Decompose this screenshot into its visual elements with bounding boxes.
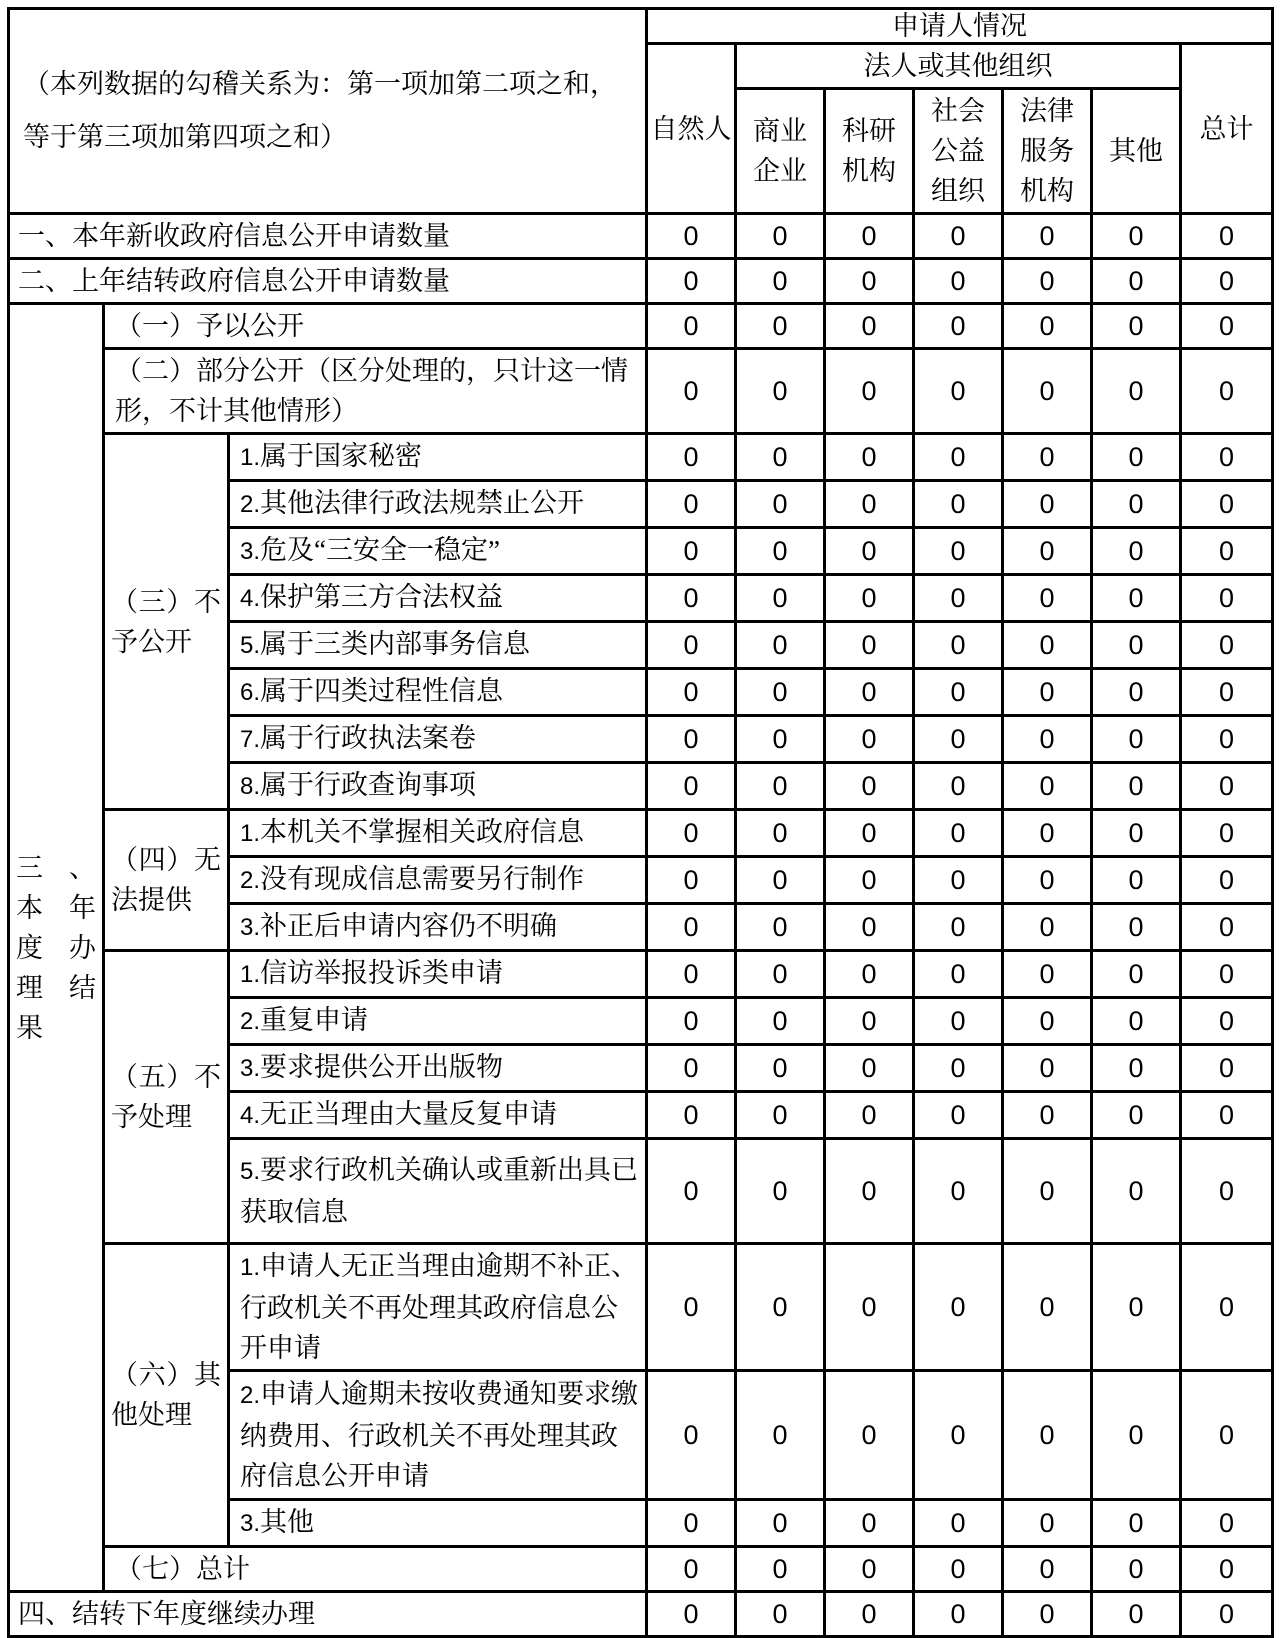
value-cell: 0 xyxy=(1003,214,1092,259)
value-cell: 0 xyxy=(736,904,825,951)
value-cell: 0 xyxy=(825,434,914,481)
row-label-section: 三、本年度办理结果 xyxy=(9,304,104,1592)
value-cell: 0 xyxy=(647,763,736,810)
value-cell: 0 xyxy=(1181,1547,1273,1592)
value-cell: 0 xyxy=(1003,1045,1092,1092)
value-cell: 0 xyxy=(1181,1500,1273,1547)
value-cell: 0 xyxy=(1092,259,1181,304)
value-cell: 0 xyxy=(736,481,825,528)
value-cell: 0 xyxy=(1181,1139,1273,1244)
value-cell: 0 xyxy=(1003,481,1092,528)
value-cell: 0 xyxy=(1181,259,1273,304)
value-cell: 0 xyxy=(1181,1244,1273,1371)
value-cell: 0 xyxy=(825,951,914,998)
value-cell: 0 xyxy=(914,857,1003,904)
value-cell: 0 xyxy=(1092,528,1181,575)
value-cell: 0 xyxy=(647,1371,736,1500)
value-cell: 0 xyxy=(1092,304,1181,349)
value-cell: 0 xyxy=(914,622,1003,669)
value-cell: 0 xyxy=(736,1092,825,1139)
table-row xyxy=(9,434,1273,481)
item-number: 2. xyxy=(240,867,261,894)
value-cell: 0 xyxy=(1003,259,1092,304)
item-number: 4. xyxy=(240,585,261,612)
value-cell: 0 xyxy=(1092,622,1181,669)
value-cell: 0 xyxy=(1003,1371,1092,1500)
value-cell: 0 xyxy=(1181,434,1273,481)
value-cell: 0 xyxy=(1092,1547,1181,1592)
value-cell: 0 xyxy=(647,998,736,1045)
value-cell: 0 xyxy=(1181,528,1273,575)
value-cell: 0 xyxy=(1092,349,1181,434)
value-cell: 0 xyxy=(1092,716,1181,763)
value-cell: 0 xyxy=(825,1500,914,1547)
value-cell: 0 xyxy=(1092,1139,1181,1244)
value-cell: 0 xyxy=(647,1592,736,1637)
value-cell: 0 xyxy=(1003,1244,1092,1371)
value-cell: 0 xyxy=(1092,998,1181,1045)
value-cell: 0 xyxy=(825,1092,914,1139)
table-row xyxy=(9,259,1273,304)
value-cell: 0 xyxy=(1092,1244,1181,1371)
value-cell: 0 xyxy=(647,259,736,304)
value-cell: 0 xyxy=(1003,434,1092,481)
row-label-lv1: 四、结转下年度继续办理 xyxy=(9,1592,647,1637)
row-label-lv1: 二、上年结转政府信息公开申请数量 xyxy=(9,259,647,304)
value-cell: 0 xyxy=(647,528,736,575)
row-label-item: 3.要求提供公开出版物 xyxy=(229,1045,647,1092)
value-cell: 0 xyxy=(647,434,736,481)
value-cell: 0 xyxy=(736,763,825,810)
value-cell: 0 xyxy=(647,1045,736,1092)
header-commercial-enterprise: 商业企业 xyxy=(736,89,825,214)
table-row xyxy=(9,304,1273,349)
value-cell: 0 xyxy=(825,575,914,622)
value-cell: 0 xyxy=(914,763,1003,810)
value-cell: 0 xyxy=(825,716,914,763)
item-number: 3. xyxy=(240,914,261,941)
value-cell: 0 xyxy=(825,763,914,810)
value-cell: 0 xyxy=(1181,810,1273,857)
value-cell: 0 xyxy=(1092,1045,1181,1092)
header-natural-person: 自然人 xyxy=(647,44,736,214)
value-cell: 0 xyxy=(1003,1092,1092,1139)
value-cell: 0 xyxy=(736,434,825,481)
value-cell: 0 xyxy=(1092,214,1181,259)
row-label-sub: （七）总计 xyxy=(104,1547,647,1592)
row-label-item: 3.危及“三安全一稳定” xyxy=(229,528,647,575)
value-cell: 0 xyxy=(1003,622,1092,669)
table-row xyxy=(9,1592,1273,1637)
row-label-group: （三）不予公开 xyxy=(104,434,229,810)
row-label-item: 2.没有现成信息需要另行制作 xyxy=(229,857,647,904)
header-research-institution: 科研机构 xyxy=(825,89,914,214)
value-cell: 0 xyxy=(1003,998,1092,1045)
value-cell: 0 xyxy=(736,1592,825,1637)
row-label-item: 2.重复申请 xyxy=(229,998,647,1045)
value-cell: 0 xyxy=(914,1139,1003,1244)
value-cell: 0 xyxy=(1092,763,1181,810)
item-number: 2. xyxy=(240,1008,261,1035)
header-applicant-situation: 申请人情况 xyxy=(647,9,1273,44)
value-cell: 0 xyxy=(914,810,1003,857)
table-row xyxy=(9,1244,1273,1371)
row-label-item: 7.属于行政执法案卷 xyxy=(229,716,647,763)
item-number: 8. xyxy=(240,773,261,800)
value-cell: 0 xyxy=(1181,622,1273,669)
value-cell: 0 xyxy=(1092,1500,1181,1547)
value-cell: 0 xyxy=(647,622,736,669)
value-cell: 0 xyxy=(647,1244,736,1371)
info-disclosure-requests-table xyxy=(7,7,1274,1638)
value-cell: 0 xyxy=(825,349,914,434)
value-cell: 0 xyxy=(914,1045,1003,1092)
value-cell: 0 xyxy=(825,998,914,1045)
value-cell: 0 xyxy=(825,1244,914,1371)
value-cell: 0 xyxy=(736,214,825,259)
value-cell: 0 xyxy=(1181,857,1273,904)
table-row xyxy=(9,214,1273,259)
table-row xyxy=(9,951,1273,998)
value-cell: 0 xyxy=(647,951,736,998)
value-cell: 0 xyxy=(647,669,736,716)
row-label-item: 4.保护第三方合法权益 xyxy=(229,575,647,622)
value-cell: 0 xyxy=(1181,349,1273,434)
row-label-item: 2.其他法律行政法规禁止公开 xyxy=(229,481,647,528)
row-label-sub: （一）予以公开 xyxy=(104,304,647,349)
value-cell: 0 xyxy=(1181,998,1273,1045)
value-cell: 0 xyxy=(1092,1592,1181,1637)
value-cell: 0 xyxy=(1181,214,1273,259)
value-cell: 0 xyxy=(825,1045,914,1092)
value-cell: 0 xyxy=(736,998,825,1045)
header-social-public-welfare-org: 社会公益组织 xyxy=(914,89,1003,214)
value-cell: 0 xyxy=(1092,669,1181,716)
value-cell: 0 xyxy=(736,1500,825,1547)
row-label-item: 2.申请人逾期未按收费通知要求缴纳费用、行政机关不再处理其政府信息公开申请 xyxy=(229,1371,647,1500)
item-number: 1. xyxy=(240,820,261,847)
value-cell: 0 xyxy=(1003,763,1092,810)
row-label-sub: （二）部分公开（区分处理的，只计这一情形，不计其他情形） xyxy=(104,349,647,434)
value-cell: 0 xyxy=(1092,434,1181,481)
value-cell: 0 xyxy=(736,622,825,669)
value-cell: 0 xyxy=(825,622,914,669)
row-label-item: 3.补正后申请内容仍不明确 xyxy=(229,904,647,951)
value-cell: 0 xyxy=(647,1500,736,1547)
item-number: 1. xyxy=(240,444,261,471)
item-number: 1. xyxy=(240,961,261,988)
value-cell: 0 xyxy=(825,214,914,259)
value-cell: 0 xyxy=(736,304,825,349)
row-label-item: 4.无正当理由大量反复申请 xyxy=(229,1092,647,1139)
row-label-item: 8.属于行政查询事项 xyxy=(229,763,647,810)
value-cell: 0 xyxy=(1003,716,1092,763)
value-cell: 0 xyxy=(914,669,1003,716)
value-cell: 0 xyxy=(736,349,825,434)
value-cell: 0 xyxy=(914,904,1003,951)
value-cell: 0 xyxy=(1003,951,1092,998)
value-cell: 0 xyxy=(1003,1547,1092,1592)
value-cell: 0 xyxy=(736,951,825,998)
value-cell: 0 xyxy=(1181,763,1273,810)
row-label-group: （五）不予处理 xyxy=(104,951,229,1244)
value-cell: 0 xyxy=(736,1139,825,1244)
value-cell: 0 xyxy=(1092,810,1181,857)
value-cell: 0 xyxy=(647,1547,736,1592)
value-cell: 0 xyxy=(1003,810,1092,857)
value-cell: 0 xyxy=(1181,904,1273,951)
value-cell: 0 xyxy=(736,716,825,763)
value-cell: 0 xyxy=(914,304,1003,349)
item-number: 3. xyxy=(240,538,261,565)
value-cell: 0 xyxy=(825,304,914,349)
value-cell: 0 xyxy=(1003,575,1092,622)
value-cell: 0 xyxy=(736,528,825,575)
value-cell: 0 xyxy=(825,1139,914,1244)
item-number: 5. xyxy=(240,1158,261,1185)
value-cell: 0 xyxy=(914,349,1003,434)
value-cell: 0 xyxy=(1003,857,1092,904)
row-label-group: （六）其他处理 xyxy=(104,1244,229,1547)
header-legal-service-org: 法律服务机构 xyxy=(1003,89,1092,214)
value-cell: 0 xyxy=(914,716,1003,763)
value-cell: 0 xyxy=(1003,904,1092,951)
value-cell: 0 xyxy=(1092,951,1181,998)
table-row xyxy=(9,810,1273,857)
value-cell: 0 xyxy=(1003,1592,1092,1637)
value-cell: 0 xyxy=(736,259,825,304)
item-number: 1. xyxy=(240,1254,261,1281)
item-number: 6. xyxy=(240,679,261,706)
value-cell: 0 xyxy=(647,1092,736,1139)
value-cell: 0 xyxy=(914,951,1003,998)
value-cell: 0 xyxy=(1092,1092,1181,1139)
row-label-item: 5.属于三类内部事务信息 xyxy=(229,622,647,669)
item-number: 5. xyxy=(240,632,261,659)
header-legal-group: 法人或其他组织 xyxy=(736,44,1181,89)
table-header xyxy=(9,9,1273,214)
value-cell: 0 xyxy=(914,259,1003,304)
value-cell: 0 xyxy=(1003,1500,1092,1547)
item-number: 2. xyxy=(240,1382,261,1409)
table-row xyxy=(9,349,1273,434)
row-label-item: 1.信访举报投诉类申请 xyxy=(229,951,647,998)
value-cell: 0 xyxy=(914,214,1003,259)
value-cell: 0 xyxy=(825,1592,914,1637)
value-cell: 0 xyxy=(736,810,825,857)
value-cell: 0 xyxy=(736,1547,825,1592)
value-cell: 0 xyxy=(914,1371,1003,1500)
value-cell: 0 xyxy=(825,904,914,951)
value-cell: 0 xyxy=(736,575,825,622)
value-cell: 0 xyxy=(914,1244,1003,1371)
row-label-item: 1.属于国家秘密 xyxy=(229,434,647,481)
value-cell: 0 xyxy=(825,1371,914,1500)
value-cell: 0 xyxy=(914,434,1003,481)
value-cell: 0 xyxy=(1181,951,1273,998)
value-cell: 0 xyxy=(825,810,914,857)
value-cell: 0 xyxy=(825,481,914,528)
item-number: 4. xyxy=(240,1102,261,1129)
value-cell: 0 xyxy=(736,669,825,716)
value-cell: 0 xyxy=(914,1092,1003,1139)
value-cell: 0 xyxy=(647,857,736,904)
value-cell: 0 xyxy=(914,1500,1003,1547)
value-cell: 0 xyxy=(647,716,736,763)
header-other: 其他 xyxy=(1092,89,1181,214)
value-cell: 0 xyxy=(1092,481,1181,528)
value-cell: 0 xyxy=(1181,1592,1273,1637)
item-number: 3. xyxy=(240,1055,261,1082)
value-cell: 0 xyxy=(736,1244,825,1371)
value-cell: 0 xyxy=(1003,304,1092,349)
value-cell: 0 xyxy=(647,1139,736,1244)
item-number: 7. xyxy=(240,726,261,753)
value-cell: 0 xyxy=(1181,481,1273,528)
value-cell: 0 xyxy=(1181,1092,1273,1139)
value-cell: 0 xyxy=(1181,669,1273,716)
value-cell: 0 xyxy=(1181,1371,1273,1500)
value-cell: 0 xyxy=(1003,528,1092,575)
value-cell: 0 xyxy=(914,528,1003,575)
value-cell: 0 xyxy=(1003,1139,1092,1244)
value-cell: 0 xyxy=(647,304,736,349)
value-cell: 0 xyxy=(1092,904,1181,951)
value-cell: 0 xyxy=(914,1592,1003,1637)
row-label-lv1: 一、本年新收政府信息公开申请数量 xyxy=(9,214,647,259)
value-cell: 0 xyxy=(914,481,1003,528)
value-cell: 0 xyxy=(736,1371,825,1500)
value-cell: 0 xyxy=(647,349,736,434)
value-cell: 0 xyxy=(1181,304,1273,349)
corner-note: （本列数据的勾稽关系为：第一项加第二项之和，等于第三项加第四项之和） xyxy=(9,9,647,214)
value-cell: 0 xyxy=(1092,1371,1181,1500)
header-total: 总计 xyxy=(1181,44,1273,214)
value-cell: 0 xyxy=(736,857,825,904)
value-cell: 0 xyxy=(1092,857,1181,904)
value-cell: 0 xyxy=(914,575,1003,622)
value-cell: 0 xyxy=(825,669,914,716)
value-cell: 0 xyxy=(736,1045,825,1092)
value-cell: 0 xyxy=(1003,669,1092,716)
value-cell: 0 xyxy=(825,857,914,904)
row-label-item: 1.申请人无正当理由逾期不补正、行政机关不再处理其政府信息公开申请 xyxy=(229,1244,647,1371)
value-cell: 0 xyxy=(825,259,914,304)
value-cell: 0 xyxy=(825,1547,914,1592)
row-label-item: 3.其他 xyxy=(229,1500,647,1547)
value-cell: 0 xyxy=(914,1547,1003,1592)
value-cell: 0 xyxy=(1003,349,1092,434)
value-cell: 0 xyxy=(647,904,736,951)
value-cell: 0 xyxy=(825,528,914,575)
value-cell: 0 xyxy=(647,214,736,259)
row-label-item: 6.属于四类过程性信息 xyxy=(229,669,647,716)
item-number: 3. xyxy=(240,1510,261,1537)
table-body xyxy=(9,214,1273,1637)
value-cell: 0 xyxy=(1181,575,1273,622)
value-cell: 0 xyxy=(1092,575,1181,622)
value-cell: 0 xyxy=(914,998,1003,1045)
value-cell: 0 xyxy=(1181,716,1273,763)
value-cell: 0 xyxy=(647,810,736,857)
table-row xyxy=(9,1547,1273,1592)
item-number: 2. xyxy=(240,491,261,518)
row-label-item: 1.本机关不掌握相关政府信息 xyxy=(229,810,647,857)
value-cell: 0 xyxy=(647,575,736,622)
value-cell: 0 xyxy=(1181,1045,1273,1092)
value-cell: 0 xyxy=(647,481,736,528)
row-label-group: （四）无法提供 xyxy=(104,810,229,951)
row-label-item: 5.要求行政机关确认或重新出具已获取信息 xyxy=(229,1139,647,1244)
